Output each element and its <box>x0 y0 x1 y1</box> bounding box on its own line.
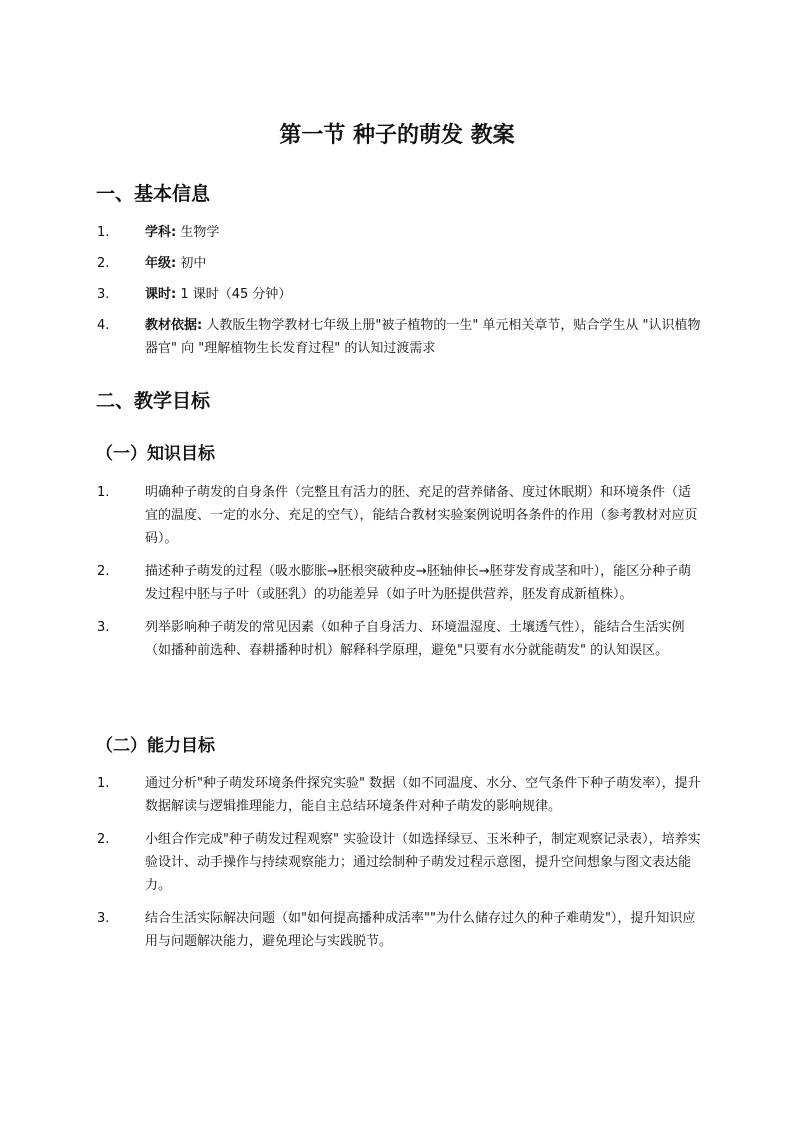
list-item <box>0 828 794 897</box>
item-number: 2. <box>97 256 110 271</box>
item-label: 年级: <box>145 256 177 271</box>
item-number: 2. <box>97 832 110 847</box>
item-text: 通过分析"种子萌发环境条件探究实验" 数据（如不同温度、水分、空气条件下种子萌发率），提升数据解读与逻辑推理能力，能自主总结环境条件对种子萌发的影响规律。 <box>145 776 701 814</box>
item-number: 1. <box>97 485 110 500</box>
item-number: 2. <box>97 564 110 579</box>
item-number: 1. <box>97 776 110 791</box>
subsection-heading-knowledge-goals: （一）知识目标 <box>96 444 215 464</box>
ability-goals-list <box>0 772 794 963</box>
item-number: 3. <box>97 620 110 635</box>
section-heading-basic-info: 一、基本信息 <box>96 183 211 205</box>
item-text: 结合生活实际解决问题（如"如何提高播种成活率""为什么储存过久的种子难萌发"），提升知识应用与问题解决能力，避免理论与实践脱节。 <box>145 911 696 949</box>
list-item <box>0 314 794 360</box>
item-text: 列举影响种子萌发的常见因素（如种子自身活力、环境温湿度、土壤透气性），能结合生活实例（如播种前选种、春耕播种时机）解释科学原理，避免"只要有水分就能萌发" 的认知误区。 <box>145 620 685 658</box>
section-heading-teaching-goals: 二、教学目标 <box>96 390 211 412</box>
item-label: 教材依据: <box>145 318 203 333</box>
list-item <box>0 481 794 550</box>
item-number: 4. <box>97 318 110 333</box>
item-label: 学科: <box>145 225 177 240</box>
list-item <box>0 283 794 306</box>
item-text: 小组合作完成"种子萌发过程观察" 实验设计（如选择绿豆、玉米种子，制定观察记录表），培养实验设计、动手操作与持续观察能力；通过绘制种子萌发过程示意图，提升空间想象与图文表达能力。 <box>145 832 701 893</box>
list-item <box>0 560 794 606</box>
item-text: 初中 <box>176 256 207 271</box>
list-item <box>0 252 794 275</box>
item-number: 3. <box>97 287 110 302</box>
list-item <box>0 907 794 953</box>
item-text: 1 课时（45 分钟） <box>176 287 292 302</box>
item-content <box>145 314 701 360</box>
knowledge-goals-list <box>0 481 794 672</box>
item-label: 课时: <box>145 287 177 302</box>
item-number: 1. <box>97 225 110 240</box>
item-text: 描述种子萌发的过程（吸水膨胀→胚根突破种皮→胚轴伸长→胚芽发育成茎和叶），能区分种子萌发过程中胚与子叶（或胚乳）的功能差异（如子叶为胚提供营养，胚发育成新植株）。 <box>145 564 692 602</box>
subsection-heading-ability-goals: （二）能力目标 <box>96 736 215 756</box>
document-title: 第一节 种子的萌发 教案 <box>279 123 515 148</box>
item-text: 人教版生物学教材七年级上册"被子植物的一生" 单元相关章节，贴合学生从 "认识植物器官" 向 "理解植物生长发育过程" 的认知过渡需求 <box>145 318 701 356</box>
item-text: 生物学 <box>176 225 220 240</box>
list-item <box>0 221 794 244</box>
item-number: 3. <box>97 911 110 926</box>
item-content <box>145 283 701 306</box>
list-item <box>0 616 794 662</box>
basic-info-list <box>0 221 794 368</box>
item-content <box>145 221 701 244</box>
list-item <box>0 772 794 818</box>
item-content <box>145 252 701 275</box>
item-text: 明确种子萌发的自身条件（完整且有活力的胚、充足的营养储备、度过休眠期）和环境条件（适宜的温度、一定的水分、充足的空气），能结合教材实验案例说明各条件的作用（参考教材对应页码）。 <box>145 485 698 546</box>
